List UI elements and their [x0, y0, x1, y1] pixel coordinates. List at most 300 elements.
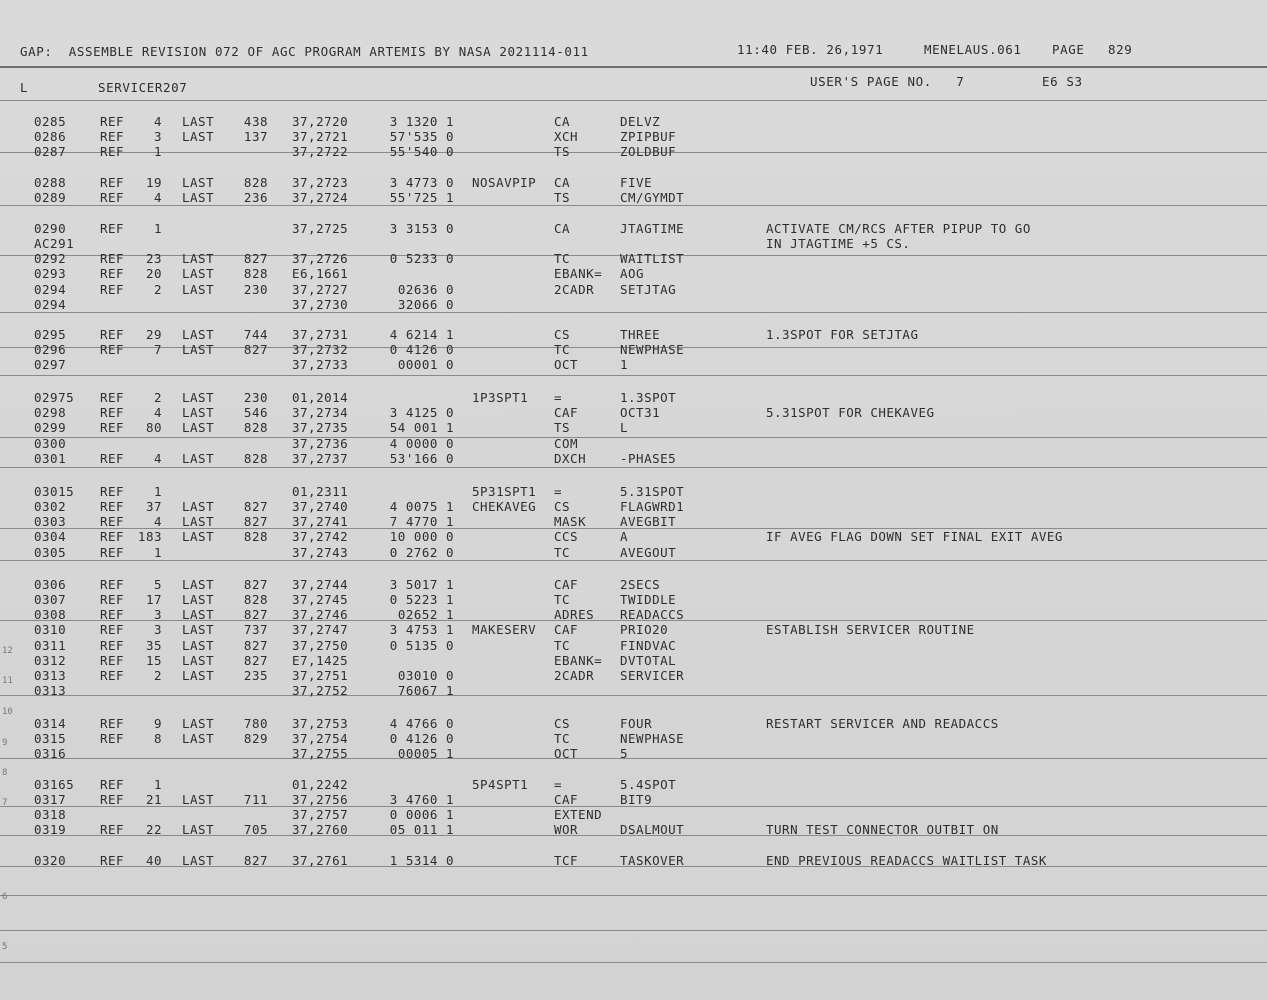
opcode: CS [554, 327, 571, 342]
address: 37,2726 [292, 251, 349, 266]
margin-mark: 7 [2, 798, 8, 808]
line-number: 0314 [34, 716, 67, 731]
symbol-label: 1P3SPT1 [472, 390, 529, 405]
last-label: LAST [182, 499, 215, 514]
object-code: 32066 0 [397, 297, 454, 312]
address: 37,2746 [292, 607, 349, 622]
operand: 5 [620, 746, 629, 761]
opcode: TC [554, 592, 571, 607]
last-label: LAST [182, 129, 215, 144]
line-number: 0302 [34, 499, 67, 514]
comment: 5.31SPOT FOR CHEKAVEG [766, 405, 935, 420]
object-code: 57'535 0 [389, 129, 454, 144]
last-page: 828 [243, 175, 268, 190]
listing-row [0, 390, 1267, 405]
line-number: 0313 [34, 683, 67, 698]
ref-label: REF [100, 622, 125, 637]
listing-row [0, 792, 1267, 807]
last-page: 137 [243, 129, 268, 144]
address: 37,2727 [292, 282, 349, 297]
line-number: 0288 [34, 175, 67, 190]
operand: 1 [620, 357, 629, 372]
margin-mark: 8 [2, 768, 8, 778]
operand: JTAGTIME [620, 221, 685, 236]
last-label: LAST [182, 668, 215, 683]
rule [0, 375, 1267, 376]
operand: 1.3SPOT [620, 390, 677, 405]
address: 37,2760 [292, 822, 349, 837]
comment: 1.3SPOT FOR SETJTAG [766, 327, 919, 342]
address: 37,2745 [292, 592, 349, 607]
operand: THREE [620, 327, 661, 342]
ref-label: REF [100, 221, 125, 236]
operand: ZOLDBUF [620, 144, 677, 159]
ref-count: 29 [145, 327, 162, 342]
address: 37,2730 [292, 297, 349, 312]
ref-label: REF [100, 638, 125, 653]
object-code: 00001 0 [397, 357, 454, 372]
ref-count: 2 [153, 668, 162, 683]
listing-row [0, 484, 1267, 499]
operand: AVEGBIT [620, 514, 677, 529]
ref-label: REF [100, 731, 125, 746]
opcode: = [554, 777, 563, 792]
listing-row [0, 577, 1267, 592]
comment: END PREVIOUS READACCS WAITLIST TASK [766, 853, 1047, 868]
comment: ESTABLISH SERVICER ROUTINE [766, 622, 975, 637]
line-number: 03165 [34, 777, 75, 792]
object-code: 3 4760 1 [389, 792, 454, 807]
ref-count: 1 [153, 144, 162, 159]
ref-label: REF [100, 668, 125, 683]
operand: READACCS [620, 607, 685, 622]
operand: CM/GYMDT [620, 190, 685, 205]
last-label: LAST [182, 853, 215, 868]
last-page: 828 [243, 266, 268, 281]
symbol-label: MAKESERV [472, 622, 537, 637]
listing-row [0, 653, 1267, 668]
listing-row [0, 266, 1267, 281]
address: 37,2721 [292, 129, 349, 144]
ref-label: REF [100, 420, 125, 435]
margin-mark: 11 [2, 676, 13, 686]
line-number: 0301 [34, 451, 67, 466]
ref-count: 9 [153, 716, 162, 731]
address: 37,2754 [292, 731, 349, 746]
opcode: TC [554, 545, 571, 560]
line-number: 0311 [34, 638, 67, 653]
comment: ACTIVATE CM/RCS AFTER PIPUP TO GO [766, 221, 1031, 236]
listing-source-file: MENELAUS.061 [924, 42, 1022, 57]
line-number: 0290 [34, 221, 67, 236]
opcode: CAF [554, 577, 579, 592]
line-number: 0285 [34, 114, 67, 129]
ref-label: REF [100, 607, 125, 622]
ref-label: REF [100, 282, 125, 297]
opcode: EBANK= [554, 653, 603, 668]
object-code: 3 4125 0 [389, 405, 454, 420]
ref-count: 3 [153, 622, 162, 637]
object-code: 0 4126 0 [389, 731, 454, 746]
opcode: CAF [554, 792, 579, 807]
margin-mark: 6 [2, 892, 8, 902]
listing-row [0, 436, 1267, 451]
object-code: 1 5314 0 [389, 853, 454, 868]
address: 01,2014 [292, 390, 349, 405]
last-page: 737 [243, 622, 268, 637]
opcode: CS [554, 716, 571, 731]
ref-count: 183 [137, 529, 162, 544]
listing-row [0, 175, 1267, 190]
last-label: LAST [182, 420, 215, 435]
object-code: 76067 1 [397, 683, 454, 698]
object-code: 00005 1 [397, 746, 454, 761]
ref-label: REF [100, 342, 125, 357]
last-label: LAST [182, 405, 215, 420]
object-code: 3 4753 1 [389, 622, 454, 637]
rule [0, 560, 1267, 561]
last-label: LAST [182, 282, 215, 297]
last-page: 780 [243, 716, 268, 731]
opcode: MASK [554, 514, 587, 529]
operand: FOUR [620, 716, 653, 731]
line-number: 0315 [34, 731, 67, 746]
page-number: 829 [1108, 42, 1133, 57]
object-code: 02636 0 [397, 282, 454, 297]
opcode: ADRES [554, 607, 595, 622]
last-page: 828 [243, 451, 268, 466]
operand: A [620, 529, 629, 544]
opcode: EBANK= [554, 266, 603, 281]
ref-count: 20 [145, 266, 162, 281]
object-code: 0 5223 1 [389, 592, 454, 607]
ref-label: REF [100, 390, 125, 405]
address: 37,2747 [292, 622, 349, 637]
address: 37,2734 [292, 405, 349, 420]
address: 37,2757 [292, 807, 349, 822]
object-code: 54 001 1 [389, 420, 454, 435]
header-rule [0, 66, 1267, 68]
opcode: CAF [554, 405, 579, 420]
line-number: 0292 [34, 251, 67, 266]
opcode: DXCH [554, 451, 587, 466]
line-number: AC291 [34, 236, 75, 251]
last-label: LAST [182, 792, 215, 807]
listing-datetime: 11:40 FEB. 26,1971 [737, 42, 884, 57]
rule [0, 205, 1267, 206]
operand: 5.4SPOT [620, 777, 677, 792]
operand: TASKOVER [620, 853, 685, 868]
ref-count: 37 [145, 499, 162, 514]
address: 37,2732 [292, 342, 349, 357]
address: 01,2311 [292, 484, 349, 499]
last-page: 828 [243, 592, 268, 607]
listing-row [0, 420, 1267, 435]
object-code: 55'725 1 [389, 190, 454, 205]
last-label: LAST [182, 822, 215, 837]
line-number: 0313 [34, 668, 67, 683]
object-code: 3 4773 0 [389, 175, 454, 190]
ref-label: REF [100, 716, 125, 731]
margin-mark: 12 [2, 646, 13, 656]
ref-label: REF [100, 514, 125, 529]
line-number: 0287 [34, 144, 67, 159]
comment: IN JTAGTIME +5 CS. [766, 236, 911, 251]
address: 37,2741 [292, 514, 349, 529]
opcode: COM [554, 436, 579, 451]
object-code: 3 3153 0 [389, 221, 454, 236]
line-number: 0307 [34, 592, 67, 607]
ref-label: REF [100, 577, 125, 592]
line-number: 0298 [34, 405, 67, 420]
ref-count: 1 [153, 221, 162, 236]
ref-label: REF [100, 129, 125, 144]
listing-row [0, 190, 1267, 205]
operand: FINDVAC [620, 638, 677, 653]
object-code: 4 4766 0 [389, 716, 454, 731]
opcode: CA [554, 114, 571, 129]
opcode: = [554, 484, 563, 499]
address: 37,2740 [292, 499, 349, 514]
last-label: LAST [182, 607, 215, 622]
address: E7,1425 [292, 653, 349, 668]
opcode: CA [554, 175, 571, 190]
opcode: TC [554, 342, 571, 357]
object-code: 4 0000 0 [389, 436, 454, 451]
object-code: 10 000 0 [389, 529, 454, 544]
line-number: 0308 [34, 607, 67, 622]
object-code: 0 0006 1 [389, 807, 454, 822]
address: 01,2242 [292, 777, 349, 792]
line-number: 0320 [34, 853, 67, 868]
operand: L [620, 420, 629, 435]
users-page-number: USER'S PAGE NO. 7 [810, 74, 965, 89]
last-label: LAST [182, 731, 215, 746]
last-label: LAST [182, 266, 215, 281]
address: 37,2733 [292, 357, 349, 372]
operand: 2SECS [620, 577, 661, 592]
listing-row [0, 282, 1267, 297]
listing-row [0, 357, 1267, 372]
operand: AOG [620, 266, 645, 281]
ref-count: 19 [145, 175, 162, 190]
ref-count: 80 [145, 420, 162, 435]
section-name: SERVICER207 [98, 80, 188, 95]
rule [0, 930, 1267, 931]
listing-row [0, 251, 1267, 266]
listing-row [0, 668, 1267, 683]
operand: DSALMOUT [620, 822, 685, 837]
listing-row [0, 499, 1267, 514]
ref-label: REF [100, 499, 125, 514]
last-label: LAST [182, 190, 215, 205]
comment: RESTART SERVICER AND READACCS [766, 716, 999, 731]
listing-row [0, 607, 1267, 622]
operand: -PHASE5 [620, 451, 677, 466]
address: 37,2750 [292, 638, 349, 653]
listing-row [0, 746, 1267, 761]
comment: TURN TEST CONNECTOR OUTBIT ON [766, 822, 999, 837]
listing-row [0, 327, 1267, 342]
last-page: 827 [243, 499, 268, 514]
opcode: CAF [554, 622, 579, 637]
address: 37,2756 [292, 792, 349, 807]
ref-label: REF [100, 484, 125, 499]
last-label: LAST [182, 514, 215, 529]
last-page: 230 [243, 390, 268, 405]
line-number: 0318 [34, 807, 67, 822]
margin-mark: 10 [2, 707, 13, 717]
line-number: 0296 [34, 342, 67, 357]
listing-row [0, 822, 1267, 837]
ref-label: REF [100, 144, 125, 159]
address: 37,2761 [292, 853, 349, 868]
last-page: 827 [243, 853, 268, 868]
line-number: 0305 [34, 545, 67, 560]
listing-row [0, 405, 1267, 420]
ref-count: 22 [145, 822, 162, 837]
listing-row [0, 683, 1267, 698]
last-page: 827 [243, 342, 268, 357]
bank-indicator: E6 S3 [1042, 74, 1083, 89]
operand: 5.31SPOT [620, 484, 685, 499]
operand: TWIDDLE [620, 592, 677, 607]
operand: WAITLIST [620, 251, 685, 266]
object-code: 4 0075 1 [389, 499, 454, 514]
listing-row [0, 451, 1267, 466]
line-number: 0316 [34, 746, 67, 761]
ref-label: REF [100, 251, 125, 266]
opcode: OCT [554, 357, 579, 372]
last-page: 829 [243, 731, 268, 746]
last-page: 235 [243, 668, 268, 683]
address: 37,2725 [292, 221, 349, 236]
ref-label: REF [100, 175, 125, 190]
opcode: TCF [554, 853, 579, 868]
last-label: LAST [182, 175, 215, 190]
ref-label: REF [100, 190, 125, 205]
ref-label: REF [100, 405, 125, 420]
address: 37,2731 [292, 327, 349, 342]
address: 37,2752 [292, 683, 349, 698]
address: 37,2720 [292, 114, 349, 129]
listing-row [0, 297, 1267, 312]
ref-count: 1 [153, 484, 162, 499]
last-page: 230 [243, 282, 268, 297]
ref-count: 1 [153, 545, 162, 560]
operand: FIVE [620, 175, 653, 190]
listing-row [0, 129, 1267, 144]
object-code: 0 5135 0 [389, 638, 454, 653]
object-code: 55'540 0 [389, 144, 454, 159]
operand: SERVICER [620, 668, 685, 683]
object-code: 7 4770 1 [389, 514, 454, 529]
ref-count: 1 [153, 777, 162, 792]
margin-mark: 9 [2, 738, 8, 748]
listing-row [0, 236, 1267, 251]
rule [0, 962, 1267, 963]
listing-row [0, 853, 1267, 868]
symbol-label: 5P4SPT1 [472, 777, 529, 792]
last-page: 546 [243, 405, 268, 420]
operand: AVEGOUT [620, 545, 677, 560]
opcode: OCT [554, 746, 579, 761]
listing-row [0, 777, 1267, 792]
line-number: 0304 [34, 529, 67, 544]
ref-label: REF [100, 653, 125, 668]
last-label: LAST [182, 622, 215, 637]
line-number: 0293 [34, 266, 67, 281]
listing-row [0, 221, 1267, 236]
operand: FLAGWRD1 [620, 499, 685, 514]
ref-label: REF [100, 451, 125, 466]
operand: PRIO20 [620, 622, 669, 637]
address: 37,2735 [292, 420, 349, 435]
opcode: CS [554, 499, 571, 514]
last-label: LAST [182, 114, 215, 129]
line-number: 0310 [34, 622, 67, 637]
last-page: 827 [243, 653, 268, 668]
last-label: LAST [182, 716, 215, 731]
ref-label: REF [100, 792, 125, 807]
address: 37,2744 [292, 577, 349, 592]
opcode: TC [554, 731, 571, 746]
opcode: TC [554, 251, 571, 266]
line-number: 0295 [34, 327, 67, 342]
ref-label: REF [100, 545, 125, 560]
opcode: CCS [554, 529, 579, 544]
ref-label: REF [100, 266, 125, 281]
address: 37,2755 [292, 746, 349, 761]
opcode: WOR [554, 822, 579, 837]
last-label: LAST [182, 529, 215, 544]
column-letter: L [20, 80, 29, 95]
ref-count: 40 [145, 853, 162, 868]
opcode: TC [554, 638, 571, 653]
opcode: XCH [554, 129, 579, 144]
listing-row [0, 807, 1267, 822]
ref-count: 2 [153, 390, 162, 405]
ref-label: REF [100, 327, 125, 342]
address: 37,2742 [292, 529, 349, 544]
ref-count: 4 [153, 114, 162, 129]
listing-row [0, 638, 1267, 653]
operand: OCT31 [620, 405, 661, 420]
last-page: 828 [243, 529, 268, 544]
line-number: 0319 [34, 822, 67, 837]
operand: SETJTAG [620, 282, 677, 297]
address: E6,1661 [292, 266, 349, 281]
ref-label: REF [100, 529, 125, 544]
last-label: LAST [182, 251, 215, 266]
symbol-label: CHEKAVEG [472, 499, 537, 514]
last-page: 705 [243, 822, 268, 837]
operand: ZPIPBUF [620, 129, 677, 144]
ref-count: 5 [153, 577, 162, 592]
last-page: 236 [243, 190, 268, 205]
ref-count: 3 [153, 607, 162, 622]
line-number: 0294 [34, 297, 67, 312]
line-number: 0300 [34, 436, 67, 451]
ref-count: 4 [153, 405, 162, 420]
address: 37,2737 [292, 451, 349, 466]
line-number: 0294 [34, 282, 67, 297]
ref-count: 4 [153, 514, 162, 529]
object-code: 0 4126 0 [389, 342, 454, 357]
last-label: LAST [182, 638, 215, 653]
line-number: 02975 [34, 390, 75, 405]
rule [0, 895, 1267, 896]
